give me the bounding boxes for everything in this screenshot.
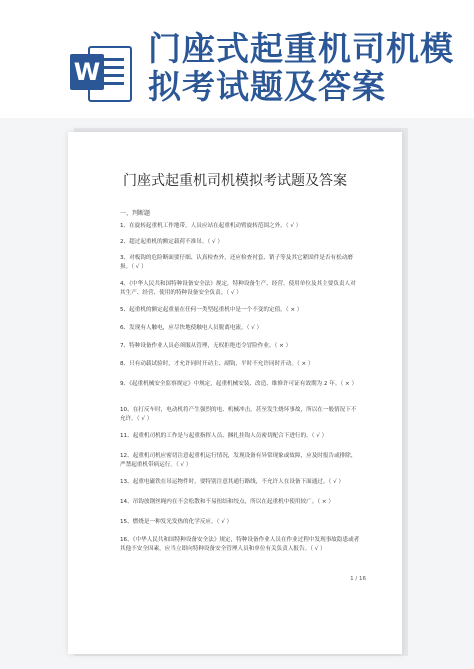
- question-item: 16、《中华人民共和国特种设备安全法》规定，特种设备作业人员在作业过程中发现事故隐患或者其他不安全因素，应当立即向特种设备安全管理人员和单位有关负责人报告。（ √ ）: [120, 537, 360, 552]
- banner-title: 门座式起重机司机模拟考试题及答案: [148, 29, 454, 106]
- question-item: 7、特种设备作业人员必须服从管理，无权拒绝违令冒险作业。（ × ）: [120, 343, 292, 349]
- page-number: 1 / 16: [350, 576, 366, 582]
- question-item: 9、《起重机械安全监察规定》中规定，起重机械安装、改造、维修许可证有效期为 2 年。（ × ）: [120, 381, 358, 387]
- question-item: 1、在旋转起重机工作地带，人员应站在起重机动臂旋转范围之外。（ √ ）: [120, 223, 302, 229]
- document-title: 门座式起重机司机模拟考试题及答案: [123, 173, 347, 189]
- question-item: 4、《中华人民共和国特种设备安全法》规定，特种设备生产、经营、使用单位及其主要负责人对其生产、经营、使用的特种设备安全负责。（ √ ）: [120, 281, 356, 296]
- question-item: 10、在打反车时，电动机将产生强烈的电、机械冲击，甚至发生烧坏事故，所以在一般情况下不允许。（ √ ）: [120, 407, 357, 422]
- word-badge: W: [70, 54, 104, 90]
- section-heading: 一、判断题: [120, 210, 151, 217]
- question-item: 12、起重机司机应密切注意起重机运行情况，发现设备有异常现象或故障，应及时报告或排除，严禁起重机带病运行。（ √ ）: [120, 453, 357, 468]
- document-page: [68, 132, 402, 654]
- banner: [0, 0, 474, 118]
- question-item: 15、燃烧是一种发光发热的化学反应。（ √ ）: [120, 519, 233, 525]
- word-document-icon: [70, 42, 132, 100]
- question-item: 3、对板钩的危险断面要仔细、认真检查外，还应检查衬套、销子等及其它紧固件是否有松动磨损。（ √ ）: [120, 255, 353, 270]
- question-item: 14、吊钩放钢丝绳内在不会松散和不易扭结和绞点，所以在起重机中使用较广。（ × ）: [120, 499, 334, 505]
- question-item: 13、起重电磁铁在吊运物件时，要特别注意其通行路线，不允许人在设备下面通过。（ √ ）: [120, 479, 345, 485]
- question-item: 2、超过起重机的额定载荷不准吊。（ √ ）: [120, 239, 223, 245]
- question-item: 6、发现有人触电，应尽快地使触电人员脱离电流。（ √ ）: [120, 325, 263, 331]
- question-item: 5、起重机的额定起重量在任何一类型起重机中是一个不变的定值。（ × ）: [120, 307, 303, 313]
- question-item: 11、起重机司机的工作是与起重指挥人员、捆扎挂钩人员密切配合下进行的。（ √ ）: [120, 433, 328, 439]
- question-item: 8、只有动载试验时，才允许同时开动主、副钩，平时不允许同时开动。（ × ）: [120, 361, 314, 367]
